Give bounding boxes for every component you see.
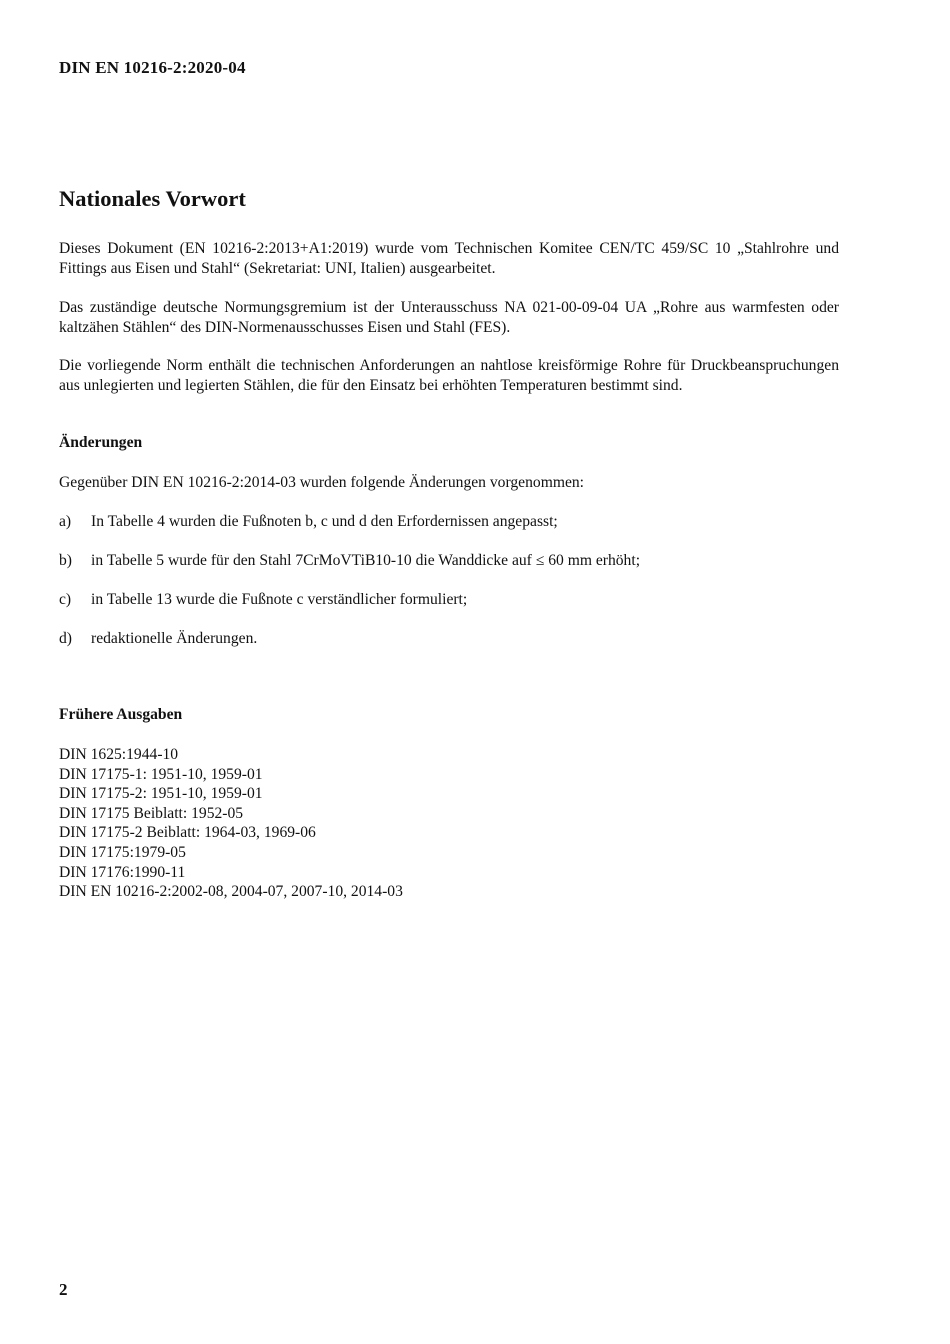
paragraph-scope: Die vorliegende Norm enthält die technischen Anforderungen an nahtlose kreisförmige Rohre für Druckbeanspruchungen aus unlegierten und legierten Stählen, die für den Einsatz bei erhöhten Temperaturen bestimmt sind. <box>59 357 839 394</box>
list-marker: b) <box>59 552 72 569</box>
list-item <box>59 590 839 610</box>
paragraph-committee: Dieses Dokument (EN 10216-2:2013+A1:2019) wurde vom Technischen Komitee CEN/TC 459/SC 10 „Stahlrohre und Fittings aus Eisen und Stahl“ (Sekretariat: UNI, Italien) ausgearbeitet. <box>59 240 839 277</box>
list-marker: d) <box>59 630 72 647</box>
previous-edition-item: DIN 17176:1990-11 <box>59 863 186 881</box>
list-item <box>59 512 839 532</box>
list-item-text: in Tabelle 13 wurde die Fußnote c verständlicher formuliert; <box>91 591 468 608</box>
previous-edition-item: DIN 17175-1: 1951-10, 1959-01 <box>59 765 263 783</box>
previous-editions-heading: Frühere Ausgaben <box>59 706 183 723</box>
previous-editions-list <box>59 745 403 902</box>
paragraph-standards-body: Das zuständige deutsche Normungsgremium ist der Unterausschuss NA 021-00-09-04 UA „Rohre aus warmfesten oder kaltzähen Stählen“ des DIN-Normenausschusses Eisen und Stahl (FES). <box>59 299 839 336</box>
previous-edition-item: DIN 17175-2: 1951-10, 1959-01 <box>59 785 263 803</box>
previous-edition-item: DIN 17175 Beiblatt: 1952-05 <box>59 804 244 822</box>
list-item-text: In Tabelle 4 wurden die Fußnoten b, c und d den Erfordernissen angepasst; <box>91 513 558 530</box>
list-item-text: redaktionelle Änderungen. <box>91 630 258 647</box>
list-item <box>59 551 839 571</box>
page-number: 2 <box>59 1280 68 1299</box>
document-id: DIN EN 10216-2:2020-04 <box>59 58 246 77</box>
previous-edition-item: DIN 1625:1944-10 <box>59 746 179 763</box>
previous-edition-item: DIN EN 10216-2:2002-08, 2004-07, 2007-10, 2014-03 <box>59 883 403 901</box>
list-item-text: in Tabelle 5 wurde für den Stahl 7CrMoVTiB10-10 die Wanddicke auf ≤ 60 mm erhöht; <box>91 552 641 569</box>
list-marker: c) <box>59 591 72 608</box>
changes-heading: Änderungen <box>59 434 143 451</box>
list-marker: a) <box>59 513 72 530</box>
page-title: Nationales Vorwort <box>59 186 246 211</box>
list-item <box>59 629 839 649</box>
changes-intro: Gegenüber DIN EN 10216-2:2014-03 wurden folgende Änderungen vorgenommen: <box>59 474 585 491</box>
previous-edition-item: DIN 17175-2 Beiblatt: 1964-03, 1969-06 <box>59 824 316 842</box>
previous-edition-item: DIN 17175:1979-05 <box>59 843 186 861</box>
